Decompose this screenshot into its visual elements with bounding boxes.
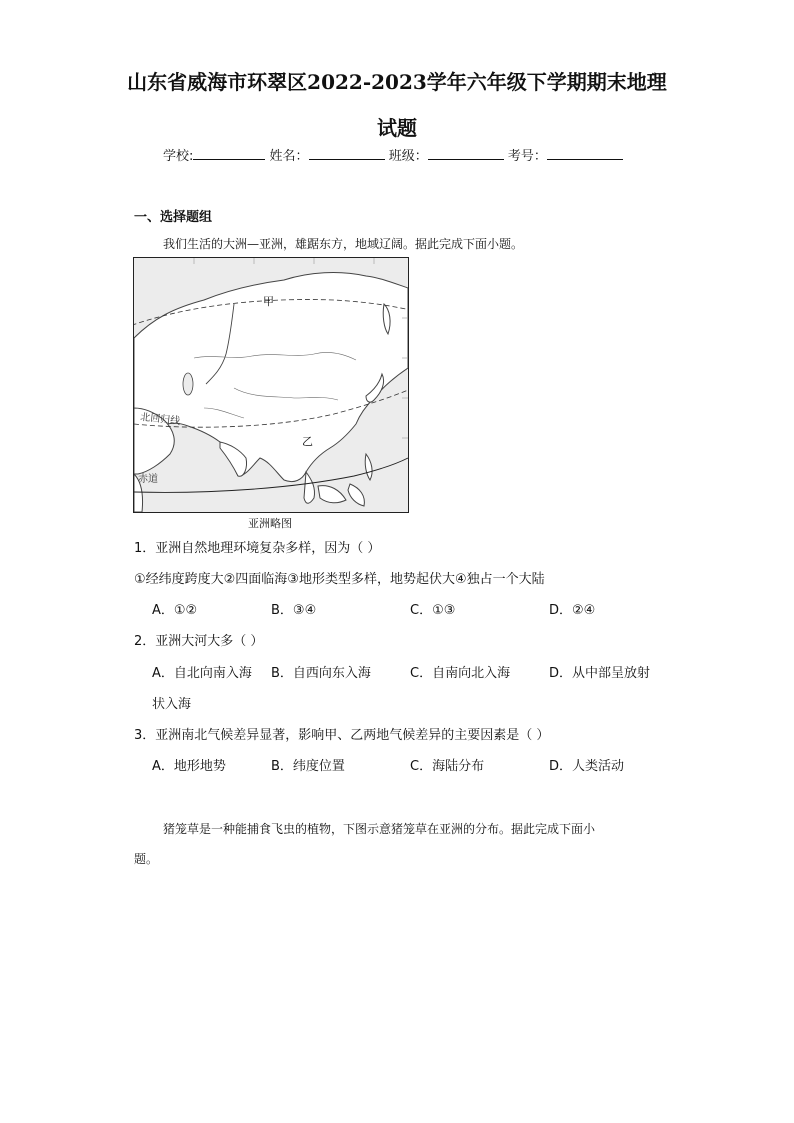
map-label-yi: 乙	[302, 435, 313, 448]
name-blank[interactable]	[309, 147, 385, 160]
number-blank[interactable]	[547, 147, 623, 160]
name-label: 姓名：	[269, 149, 309, 164]
q2-option-b[interactable]: B．自西向东入海	[271, 666, 371, 681]
map-label-equator: 赤道	[138, 474, 158, 485]
asia-map-graphic	[134, 258, 408, 512]
q2-option-a[interactable]: A．自北向南入海	[152, 666, 252, 681]
intro-text-2-line2: 题。	[134, 852, 159, 866]
class-label: 班级：	[388, 149, 428, 164]
intro-text-2-line1: 猪笼草是一种能捕食飞虫的植物，下图示意猪笼草在亚洲的分布。据此完成下面小	[163, 822, 596, 836]
q3-option-d[interactable]: D．人类活动	[549, 759, 625, 774]
q3-option-b[interactable]: B．纬度位置	[271, 759, 345, 774]
map-caption: 亚洲略图	[248, 517, 292, 530]
number-label: 考号：	[507, 149, 547, 164]
exam-title-line2: 试题	[377, 116, 417, 140]
exam-title-line1: 山东省威海市环翠区2022-2023学年六年级下学期期末地理	[127, 70, 667, 94]
q1-option-c[interactable]: C．①③	[410, 603, 456, 618]
question-2-stem: 2．亚洲大河大多（ ）	[134, 634, 264, 649]
school-blank[interactable]	[193, 147, 265, 160]
map-label-tropic: 北回归线	[139, 412, 181, 428]
school-label: 学校:	[163, 149, 194, 164]
map-label-jia: 甲	[263, 295, 274, 308]
asia-map	[133, 257, 409, 513]
question-1-stem: 1．亚洲自然地理环境复杂多样，因为（ ）	[134, 541, 381, 556]
q2-option-d-continued: 状入海	[152, 697, 192, 712]
intro-text-1: 我们生活的大洲—亚洲，雄踞东方，地域辽阔。据此完成下面小题。	[163, 237, 524, 251]
q1-option-b[interactable]: B．③④	[271, 603, 317, 618]
q2-option-c[interactable]: C．自南向北入海	[410, 666, 511, 681]
q3-option-a[interactable]: A．地形地势	[152, 759, 226, 774]
section-heading: 一、选择题组	[134, 210, 213, 225]
class-blank[interactable]	[428, 147, 504, 160]
question-1-statements: ①经纬度跨度大②四面临海③地形类型多样，地势起伏大④独占一个大陆	[134, 572, 545, 587]
q2-option-d[interactable]: D．从中部呈放射	[549, 666, 651, 681]
q1-option-a[interactable]: A．①②	[152, 603, 198, 618]
student-info-row	[163, 145, 623, 164]
q1-option-d[interactable]: D．②④	[549, 603, 596, 618]
question-3-stem: 3．亚洲南北气候差异显著，影响甲、乙两地气候差异的主要因素是（ ）	[134, 728, 550, 743]
q3-option-c[interactable]: C．海陆分布	[410, 759, 485, 774]
